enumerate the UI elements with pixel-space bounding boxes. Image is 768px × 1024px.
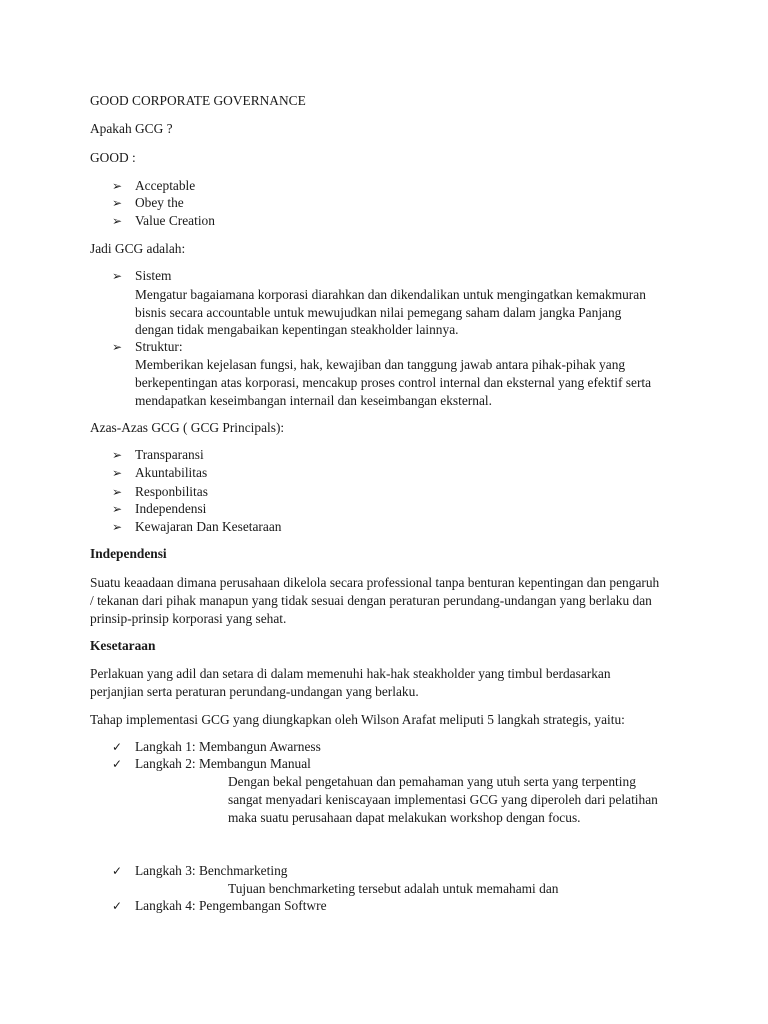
azas-item: Responbilitas: [135, 484, 208, 499]
independensi-text-line: Suatu keaadaan dimana perusahaan dikelola secara professional tanpa benturan kepentingan dan pengaruh: [90, 575, 660, 590]
arrow-bullet-icon: ➢: [112, 196, 123, 210]
azas-item: Akuntabilitas: [135, 465, 208, 480]
good-label: GOOD :: [90, 150, 136, 165]
good-item: Obey the: [135, 195, 184, 210]
checkmark-icon: ✓: [112, 864, 123, 878]
good-item: Acceptable: [135, 178, 196, 193]
langkah-item: Langkah 4: Pengembangan Softwre: [135, 898, 327, 913]
kesetaraan-heading: Kesetaraan: [90, 638, 156, 653]
langkah-item: Langkah 1: Membangun Awarness: [135, 739, 321, 754]
arrow-bullet-icon: ➢: [112, 466, 123, 480]
sistem-label: Sistem: [135, 268, 172, 283]
checkmark-icon: ✓: [112, 757, 123, 771]
arrow-bullet-icon: ➢: [112, 179, 123, 193]
kesetaraan-text-line: Perlakuan yang adil dan setara di dalam memenuhi hak-hak steakholder yang timbul berdasarkan: [90, 666, 611, 681]
independensi-text-line: / tekanan dari pihak manapun yang tidak sesuai dengan peraturan perundang-undangan yang berlaku dan: [90, 593, 652, 608]
langkah2-text-line: maka suatu perusahaan dapat melakukan workshop dengan focus.: [228, 810, 581, 825]
arrow-bullet-icon: ➢: [112, 502, 123, 516]
struktur-text-line: mendapatkan keseimbangan internail dan keseimbangan eksternal.: [135, 393, 492, 408]
struktur-text-line: Memberikan kejelasan fungsi, hak, kewajiban dan tanggung jawab antara pihak-pihak yang: [135, 357, 626, 372]
independensi-heading: Independensi: [90, 546, 167, 561]
langkah-item: Langkah 2: Membangun Manual: [135, 756, 311, 771]
kesetaraan-text-line: perjanjian serta peraturan perundang-undangan yang berlaku.: [90, 684, 419, 699]
langkah3-text-line: Tujuan benchmarketing tersebut adalah untuk memahami dan: [228, 881, 559, 896]
sistem-text-line: Mengatur bagaiamana korporasi diarahkan dan dikendalikan untuk mengingatkan kemakmuran: [135, 287, 646, 302]
langkah2-text-line: sangat menyadari keniscayaan implementasi GCG yang diperoleh dari pelatihan: [228, 792, 658, 807]
arrow-bullet-icon: ➢: [112, 214, 123, 228]
azas-item: Transparansi: [135, 447, 204, 462]
arrow-bullet-icon: ➢: [112, 448, 123, 462]
document-title: GOOD CORPORATE GOVERNANCE: [90, 93, 306, 108]
arrow-bullet-icon: ➢: [112, 340, 123, 354]
struktur-text-line: berkepentingan atas korporasi, mencakup proses control internal dan eksternal yang efektif serta: [135, 375, 652, 390]
checkmark-icon: ✓: [112, 740, 123, 754]
azas-item: Kewajaran Dan Kesetaraan: [135, 519, 282, 534]
checkmark-icon: ✓: [112, 899, 123, 913]
arrow-bullet-icon: ➢: [112, 520, 123, 534]
jadi-label: Jadi GCG adalah:: [90, 241, 186, 256]
question-line: Apakah GCG ?: [90, 121, 173, 136]
langkah-item: Langkah 3: Benchmarketing: [135, 863, 288, 878]
good-item: Value Creation: [135, 213, 215, 228]
independensi-text-line: prinsip-prinsip korporasi yang sehat.: [90, 611, 287, 626]
azas-item: Independensi: [135, 501, 207, 516]
langkah2-text-line: Dengan bekal pengetahuan dan pemahaman yang utuh serta yang terpenting: [228, 774, 636, 789]
arrow-bullet-icon: ➢: [112, 485, 123, 499]
struktur-label: Struktur:: [135, 339, 183, 354]
tahap-intro: Tahap implementasi GCG yang diungkapkan oleh Wilson Arafat meliputi 5 langkah strategis, yaitu:: [90, 712, 625, 727]
arrow-bullet-icon: ➢: [112, 269, 123, 283]
azas-label: Azas-Azas GCG ( GCG Principals):: [90, 420, 285, 435]
sistem-text-line: dengan tidak mengabaikan kepentingan steakholder lainnya.: [135, 322, 459, 337]
sistem-text-line: bisnis secara accountable untuk mewujudkan nilai pemegang saham dalam jangka Panjang: [135, 305, 622, 320]
